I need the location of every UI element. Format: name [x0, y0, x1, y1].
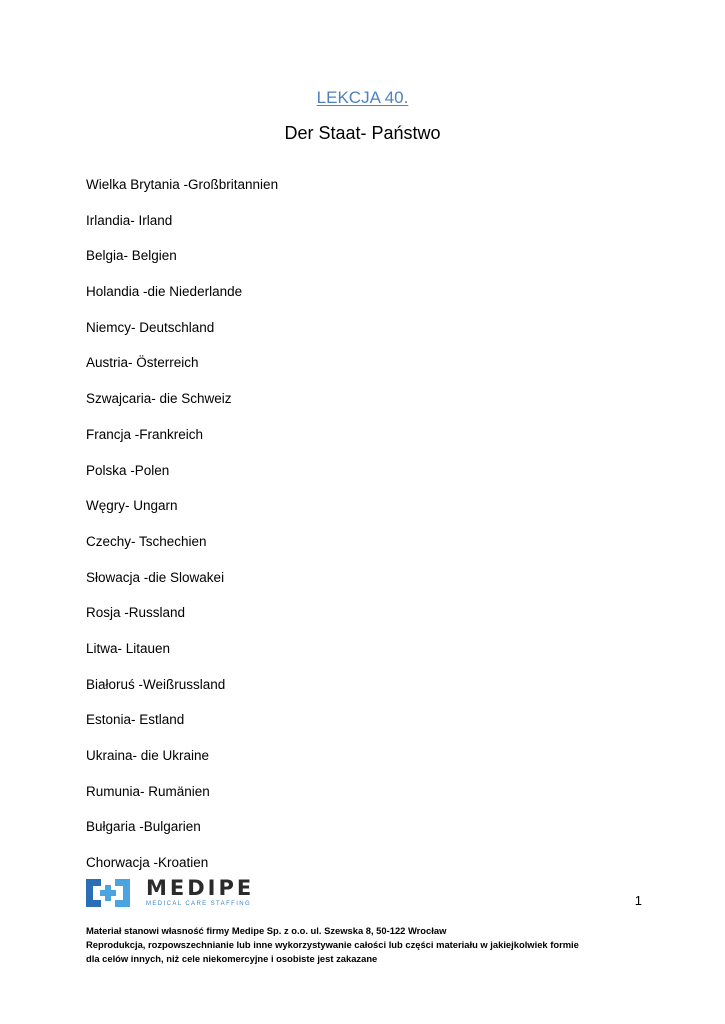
vocabulary-item: Chorwacja -Kroatien	[86, 855, 209, 871]
vocabulary-list	[86, 176, 278, 890]
page-number: 1	[634, 893, 642, 908]
medipe-logo	[86, 877, 254, 908]
vocabulary-item: Wielka Brytania -Großbritannien	[86, 177, 279, 192]
vocabulary-item: Czechy- Tschechien	[86, 533, 207, 549]
vocabulary-item: Litwa- Litauen	[86, 640, 171, 656]
medipe-cross-logo-icon	[86, 879, 130, 907]
vocabulary-item: Słowacja -die Slowakei	[86, 569, 225, 585]
vocabulary-item: Węgry- Ungarn	[86, 498, 178, 514]
vocabulary-item: Ukraina- die Ukraine	[86, 748, 210, 763]
lesson-subtitle: Der Staat- Państwo	[284, 123, 441, 143]
vocabulary-item: Austria- Österreich	[86, 355, 199, 371]
vocabulary-item: Estonia- Estland	[86, 712, 185, 728]
vocabulary-item: Niemcy- Deutschland	[86, 319, 215, 335]
copyright-notice	[86, 924, 579, 966]
vocabulary-item: Rumunia- Rumänien	[86, 783, 210, 799]
notice-line: Materiał stanowi własność firmy Medipe Sp. z o.o. ul. Szewska 8, 50-122 Wrocław	[86, 925, 447, 936]
vocabulary-item: Białoruś -Weißrussland	[86, 676, 226, 692]
logo-text	[146, 877, 254, 908]
logo-tagline: MEDICAL CARE STAFFING	[146, 901, 252, 907]
vocabulary-item: Holandia -die Niederlande	[86, 284, 243, 300]
vocabulary-item: Rosja -Russland	[86, 605, 186, 621]
vocabulary-item: Polska -Polen	[86, 462, 170, 478]
vocabulary-item: Szwajcaria- die Schweiz	[86, 391, 232, 407]
notice-line: dla celów innych, niż cele niekomercyjne i osobiste jest zakazane	[86, 953, 378, 964]
lesson-title: LEKCJA 40.	[316, 88, 409, 107]
vocabulary-item: Belgia- Belgien	[86, 248, 177, 264]
notice-line: Reprodukcja, rozpowszechnianie lub inne wykorzystywanie całości lub części materiału w jakiejkolwiek formie	[86, 939, 579, 950]
vocabulary-item: Bułgaria -Bulgarien	[86, 819, 201, 835]
vocabulary-item: Francja -Frankreich	[86, 426, 204, 442]
vocabulary-item: Irlandia- Irland	[86, 212, 173, 228]
logo-name: MEDIPE	[146, 876, 255, 900]
